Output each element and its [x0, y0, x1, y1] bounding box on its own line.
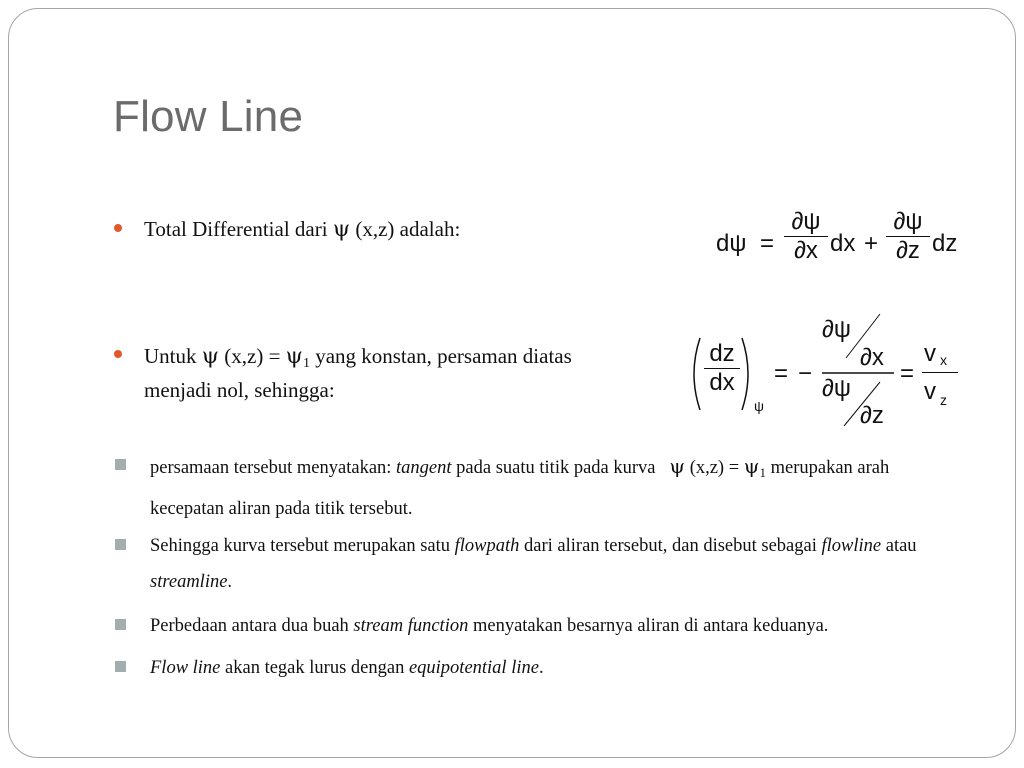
- sub-bullet-2-run: atau: [881, 536, 922, 556]
- bullet-2-line2: menjadi nol, sehingga:: [144, 378, 335, 402]
- page-title: Flow Line: [113, 92, 304, 141]
- sub-bullet-square: [115, 619, 126, 630]
- sub-bullet-4-run: .: [538, 658, 544, 678]
- sub-bullet-2: [150, 528, 980, 600]
- sub-bullet-1-run: tangent: [396, 458, 452, 478]
- eq1-fraction-2: [886, 208, 930, 265]
- eq2-vz-v: v: [924, 378, 936, 405]
- eq2-vz-sub: z: [940, 392, 947, 408]
- eq2-vx-v: v: [924, 340, 936, 367]
- eq2-equals-1: =: [774, 360, 789, 387]
- eq2-equals-2: =: [900, 360, 915, 387]
- bullet-2-mid: (x,z) =: [219, 344, 286, 368]
- eq1-lhs: dψ: [716, 230, 747, 257]
- sub-bullet-4-run: akan tegak lurus dengan: [220, 658, 409, 678]
- bullet-dot: [114, 350, 122, 358]
- sub-bullet-1: [150, 448, 920, 527]
- sub-bullet-1-run: (x,z) =: [685, 458, 744, 478]
- sub-bullet-2-run: Sehingga kurva tersebut merupakan satu: [150, 536, 455, 556]
- psi-symbol: ψ: [285, 344, 303, 369]
- sub-bullet-1-run: merupakan arah kecepatan aliran pada titik tersebut.: [150, 458, 894, 519]
- sub-bullet-2-run: .: [227, 572, 233, 592]
- eq1-dx: dx: [830, 230, 856, 257]
- eq2-minus: −: [798, 360, 813, 387]
- sub-bullet-square: [115, 539, 126, 550]
- sub-bullet-2-run: flowline: [821, 536, 882, 556]
- sub-bullet-1-run: ψ: [669, 454, 686, 478]
- sub-bullet-3-run: stream function: [353, 616, 469, 636]
- eq1-frac2-num: ∂ψ: [893, 208, 923, 235]
- eq2-dzdx-fraction: [704, 340, 740, 397]
- eq1-equals: =: [760, 230, 775, 257]
- eq2-dx: dx: [704, 368, 740, 397]
- eq1-frac1-den: ∂x: [784, 236, 828, 265]
- eq2-velocity-numerator: [924, 340, 947, 368]
- psi-symbol: ψ: [332, 217, 351, 242]
- sub-bullet-square: [115, 661, 126, 672]
- eq1-frac2-den: ∂z: [886, 236, 930, 265]
- eq1-plus: +: [864, 230, 879, 257]
- sub-bullet-1-run: ψ: [743, 454, 760, 478]
- sub-bullet-4: [150, 650, 980, 686]
- bullet-dot: [114, 224, 122, 232]
- sub-bullet-3-run: Perbedaan antara dua buah: [150, 616, 354, 636]
- sub-bullet-1-run: persamaan tersebut menyatakan:: [150, 458, 397, 478]
- sub-bullet-1-run: pada suatu titik pada kurva: [451, 458, 670, 478]
- eq1-frac1-num: ∂ψ: [791, 208, 821, 235]
- eq2-velocity-fraction-bar: [922, 372, 958, 373]
- bullet-2-text: [144, 343, 674, 403]
- sub-bullet-2-run: streamline: [150, 572, 228, 592]
- eq2-dz: dz: [709, 340, 735, 367]
- sub-bullet-1-run: 1: [759, 465, 766, 480]
- psi-subscript: 1: [302, 356, 310, 371]
- sub-bullet-4-run: Flow line: [150, 658, 221, 678]
- eq1-fraction-1: [784, 208, 828, 265]
- sub-bullet-2-run: dari aliran tersebut, dan disebut sebagai: [519, 536, 822, 556]
- eq2-inner-den-z: ∂z: [860, 402, 884, 429]
- sub-bullet-square: [115, 459, 126, 470]
- eq2-inner-den-psi: ∂ψ: [822, 375, 851, 402]
- eq2-psi-subscript: ψ: [754, 398, 764, 414]
- eq2-inner-num-psi: ∂ψ: [822, 316, 851, 343]
- sub-bullet-4-run: equipotential line: [408, 658, 539, 678]
- sub-bullet-3: [150, 608, 980, 644]
- psi-symbol: ψ: [201, 344, 220, 369]
- eq2-inner-num-x: ∂x: [860, 344, 884, 371]
- bullet-2-pre: Untuk: [144, 344, 202, 368]
- bullet-1-post: (x,z) adalah:: [350, 217, 461, 241]
- eq1-dz: dz: [932, 230, 958, 257]
- eq2-velocity-denominator: [924, 378, 947, 408]
- bullet-1-text: [144, 216, 460, 243]
- sub-bullet-2-run: flowpath: [454, 536, 520, 556]
- bullet-1-pre: Total Differential dari: [144, 217, 333, 241]
- eq2-vx-sub: x: [940, 352, 947, 368]
- bullet-2-post: yang konstan, persaman diatas: [309, 344, 572, 368]
- sub-bullet-3-run: menyatakan besarnya aliran di antara keduanya.: [468, 616, 829, 636]
